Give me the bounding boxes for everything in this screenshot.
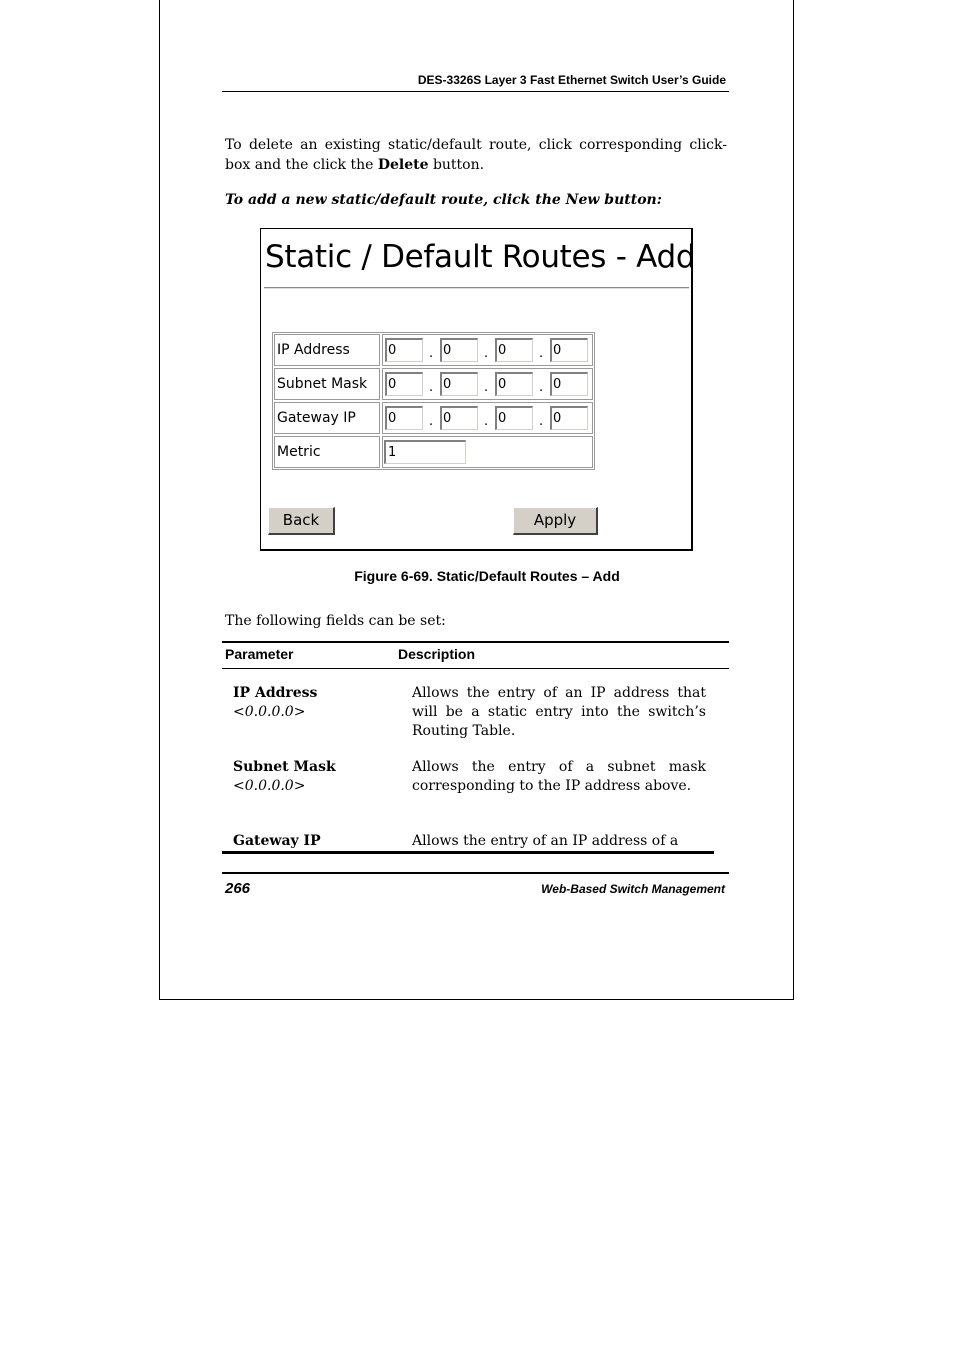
gateway-ip-cell	[382, 402, 593, 434]
parameter-name: Subnet Mask	[233, 759, 336, 775]
static-routes-add-screenshot	[260, 228, 696, 551]
subnet-mask-cell	[382, 368, 593, 400]
octet-separator: .	[539, 380, 544, 395]
figure-page-title: Static / Default Routes - Add	[265, 239, 696, 275]
description-column-header: Description	[398, 646, 476, 662]
footer-rule	[222, 872, 729, 874]
metric-row	[274, 436, 593, 468]
parameter-name: IP Address	[233, 685, 318, 701]
gateway-ip-row	[274, 402, 593, 434]
table-row-description: Allows the entry of an IP address that will be a static entry into the switch’s Routing Table.	[412, 685, 706, 739]
table-top-rule	[222, 641, 729, 643]
table-row-parameter	[233, 684, 383, 722]
add-instruction: To add a new static/default route, click the New button:	[225, 192, 662, 208]
table-row-description: Allows the entry of an IP address of a	[412, 833, 679, 849]
delete-instruction: To delete an existing static/default route, click corresponding click-box and the click the Delete button.	[225, 137, 727, 173]
gateway-ip-octet-4[interactable]: 0	[550, 406, 588, 430]
octet-separator: .	[539, 346, 544, 361]
ip-address-octet-1[interactable]: 0	[385, 338, 423, 362]
metric-input[interactable]: 1	[384, 440, 466, 464]
table-row-description: Allows the entry of a subnet mask corresponding to the IP address above.	[412, 759, 706, 794]
apply-button[interactable]: Apply	[513, 507, 598, 535]
octet-separator: .	[429, 346, 434, 361]
figure-caption: Figure 6-69. Static/Default Routes – Add	[354, 568, 620, 584]
running-footer: Web-Based Switch Management	[541, 882, 725, 896]
subnet-mask-octet-3[interactable]: 0	[495, 372, 533, 396]
subnet-mask-octet-4[interactable]: 0	[550, 372, 588, 396]
back-button[interactable]: Back	[268, 507, 335, 535]
table-row-parameter	[233, 758, 383, 796]
ip-address-octet-4[interactable]: 0	[550, 338, 588, 362]
gateway-ip-octet-2[interactable]: 0	[440, 406, 478, 430]
parameter-range: <0.0.0.0>	[233, 778, 306, 794]
parameter-name: Gateway IP	[233, 833, 321, 849]
figure-title-rule	[264, 287, 689, 289]
gateway-ip-octet-1[interactable]: 0	[385, 406, 423, 430]
octet-separator: .	[484, 380, 489, 395]
gateway-ip-label: Gateway IP	[274, 402, 380, 434]
subnet-mask-octet-1[interactable]: 0	[385, 372, 423, 396]
running-header: DES-3326S Layer 3 Fast Ethernet Switch User’s Guide	[417, 73, 726, 87]
table-bottom-rule	[222, 851, 714, 854]
octet-separator: .	[484, 414, 489, 429]
octet-separator: .	[429, 414, 434, 429]
subnet-mask-row	[274, 368, 593, 400]
subnet-mask-label: Subnet Mask	[274, 368, 380, 400]
ip-address-cell	[382, 334, 593, 366]
octet-separator: .	[429, 380, 434, 395]
ip-address-octet-2[interactable]: 0	[440, 338, 478, 362]
table-header-rule	[222, 668, 729, 669]
ip-address-octet-3[interactable]: 0	[495, 338, 533, 362]
ip-address-label: IP Address	[274, 334, 380, 366]
parameter-column-header: Parameter	[225, 646, 294, 662]
fields-intro: The following fields can be set:	[225, 613, 446, 629]
gateway-ip-octet-3[interactable]: 0	[495, 406, 533, 430]
ip-address-row	[274, 334, 593, 366]
subnet-mask-octet-2[interactable]: 0	[440, 372, 478, 396]
octet-separator: .	[539, 414, 544, 429]
parameter-range: <0.0.0.0>	[233, 704, 306, 720]
metric-label: Metric	[274, 436, 380, 468]
table-row-parameter	[233, 832, 383, 851]
octet-separator: .	[484, 346, 489, 361]
metric-cell	[382, 436, 593, 468]
header-rule	[222, 91, 729, 92]
route-form-table	[272, 332, 595, 470]
page-number: 266	[225, 880, 251, 897]
